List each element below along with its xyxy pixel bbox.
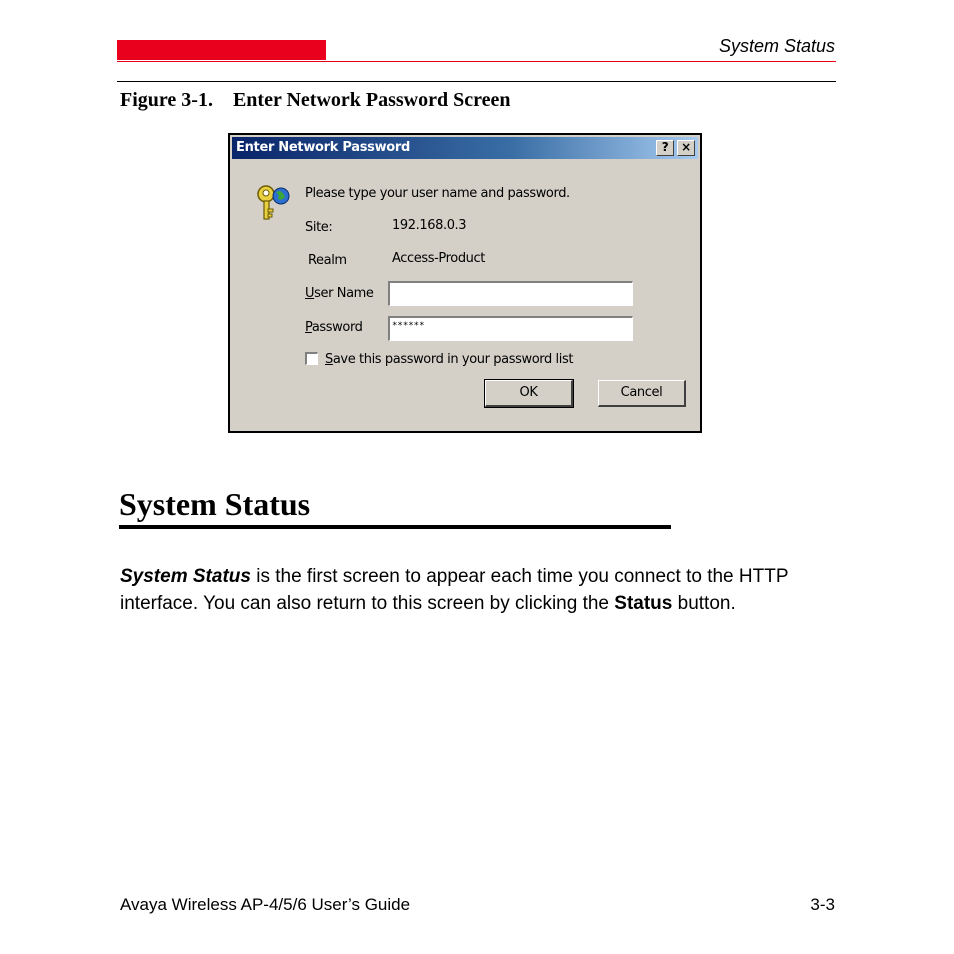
section-title: System Status	[119, 486, 311, 522]
footer-guide-title: Avaya Wireless AP-4/5/6 User’s Guide	[120, 895, 411, 914]
password-accelerator: P	[305, 320, 312, 335]
header-accent-line	[117, 61, 836, 62]
dialog-title: Enter Network Password	[236, 140, 411, 155]
save-password-label[interactable]	[325, 352, 573, 367]
site-label: Site:	[305, 220, 333, 235]
save-password-label-text: ave this password in your password list	[332, 352, 574, 367]
username-accelerator: U	[305, 286, 315, 301]
dialog-prompt: Please type your user name and password.	[305, 186, 570, 201]
dialog-titlebar[interactable]	[232, 137, 698, 159]
key-icon	[256, 183, 292, 223]
realm-label: Realm	[308, 253, 347, 268]
para-status-term: Status	[614, 593, 673, 614]
running-header: System Status	[718, 36, 835, 56]
password-label-text: assword	[311, 320, 363, 335]
ok-button[interactable]: OK	[485, 380, 573, 407]
para-end: button.	[672, 593, 736, 614]
site-value: 192.168.0.3	[392, 218, 467, 233]
password-input[interactable]: ******	[388, 316, 633, 341]
para-lead: System Status	[120, 566, 251, 587]
cancel-button[interactable]: Cancel	[598, 380, 686, 407]
realm-value: Access-Product	[392, 251, 485, 266]
save-accelerator: S	[325, 352, 333, 367]
close-button[interactable]: ×	[677, 140, 695, 156]
body-paragraph	[120, 563, 840, 617]
enter-network-password-dialog	[228, 133, 702, 433]
password-label	[305, 320, 363, 335]
header-accent-bar	[117, 40, 326, 60]
header-rule	[117, 81, 836, 82]
section-rule	[119, 525, 671, 529]
save-password-checkbox[interactable]	[305, 352, 318, 365]
username-input[interactable]	[388, 281, 633, 306]
username-label-text: ser Name	[314, 286, 374, 301]
help-button[interactable]: ?	[656, 140, 674, 156]
footer-page-number: 3-3	[810, 895, 835, 914]
figure-caption: Figure 3-1. Enter Network Password Screen	[120, 89, 511, 111]
para-text: is the first screen to appear each time you connect to the HTTP interface. You can also return to this screen by clicking the	[120, 566, 789, 614]
username-label	[305, 286, 374, 301]
